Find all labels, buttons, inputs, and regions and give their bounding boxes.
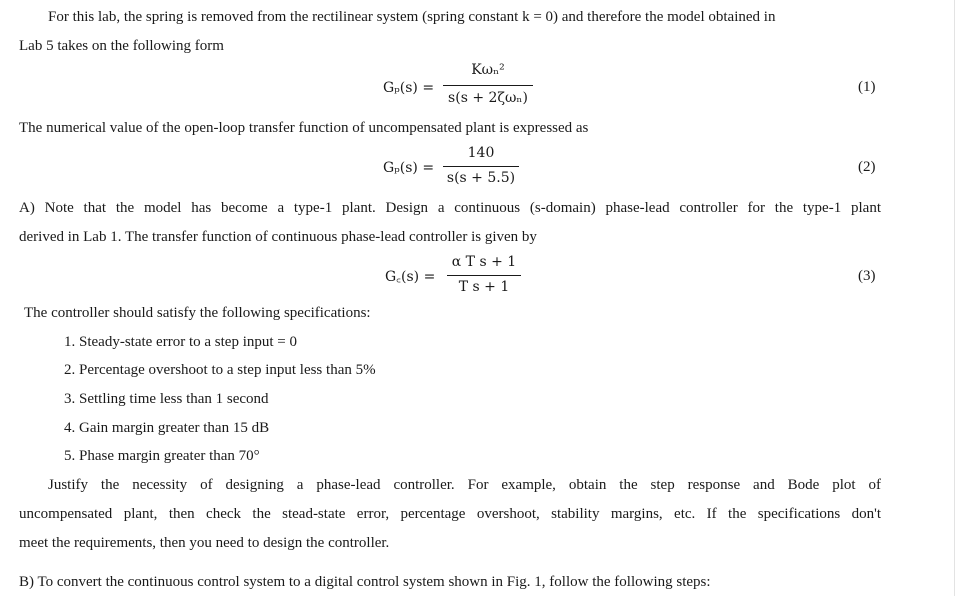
equation-2-denominator: s(s + 5.5) <box>446 170 516 186</box>
equation-2-fraction <box>443 142 519 190</box>
equation-3-lhs: G꜀(s) = <box>385 269 436 285</box>
equation-1-lhs: Gₚ(s) = <box>383 80 435 96</box>
part-a-line-2: derived in Lab 1. The transfer function of continuous phase-lead controller is given by <box>19 229 537 245</box>
spec-item-5: 5. Phase margin greater than 70° <box>64 448 260 464</box>
equation-3-fraction <box>447 251 521 299</box>
justify-line-1: Justify the necessity of designing a phase-lead controller. For example, obtain the step response and Bode plot of <box>48 477 881 493</box>
spec-item-3: 3. Settling time less than 1 second <box>64 391 269 407</box>
equation-3-number: (3) <box>858 268 876 284</box>
spec-item-4: 4. Gain margin greater than 15 dB <box>64 420 270 436</box>
equation-1-fraction <box>443 59 533 109</box>
spec-intro: The controller should satisfy the following specifications: <box>24 305 371 321</box>
equation-3-numerator: α T s + 1 <box>451 254 517 270</box>
equation-2-number: (2) <box>858 159 876 175</box>
equation-3-denominator: T s + 1 <box>458 279 510 295</box>
intro-line-2: Lab 5 takes on the following form <box>19 38 224 54</box>
equation-2-lhs: Gₚ(s) = <box>383 160 435 176</box>
equation-2-numerator: 140 <box>467 145 495 161</box>
part-a-line-1: A) Note that the model has become a type-1 plant. Design a continuous (s-domain) phase-lead controller for the type-1 plant <box>19 200 881 216</box>
numeric-intro: The numerical value of the open-loop transfer function of uncompensated plant is expressed as <box>19 120 589 136</box>
justify-line-2: uncompensated plant, then check the stead-state error, percentage overshoot, stability margins, etc. If the specifications don't <box>19 506 881 522</box>
part-b-line-1: B) To convert the continuous control system to a digital control system shown in Fig. 1, follow the following steps: <box>19 574 711 590</box>
spec-item-1: 1. Steady-state error to a step input = 0 <box>64 334 297 350</box>
equation-1-number: (1) <box>858 79 876 95</box>
page-edge-line <box>954 0 955 596</box>
equation-1-denominator: s(s + 2ζωₙ) <box>448 90 528 106</box>
intro-line-1: For this lab, the spring is removed from the rectilinear system (spring constant k = 0) and therefore the model obtained in <box>48 9 776 25</box>
justify-line-3: meet the requirements, then you need to design the controller. <box>19 535 390 551</box>
equation-1-numerator: Kωₙ² <box>471 62 505 78</box>
spec-item-2: 2. Percentage overshoot to a step input less than 5% <box>64 362 376 378</box>
